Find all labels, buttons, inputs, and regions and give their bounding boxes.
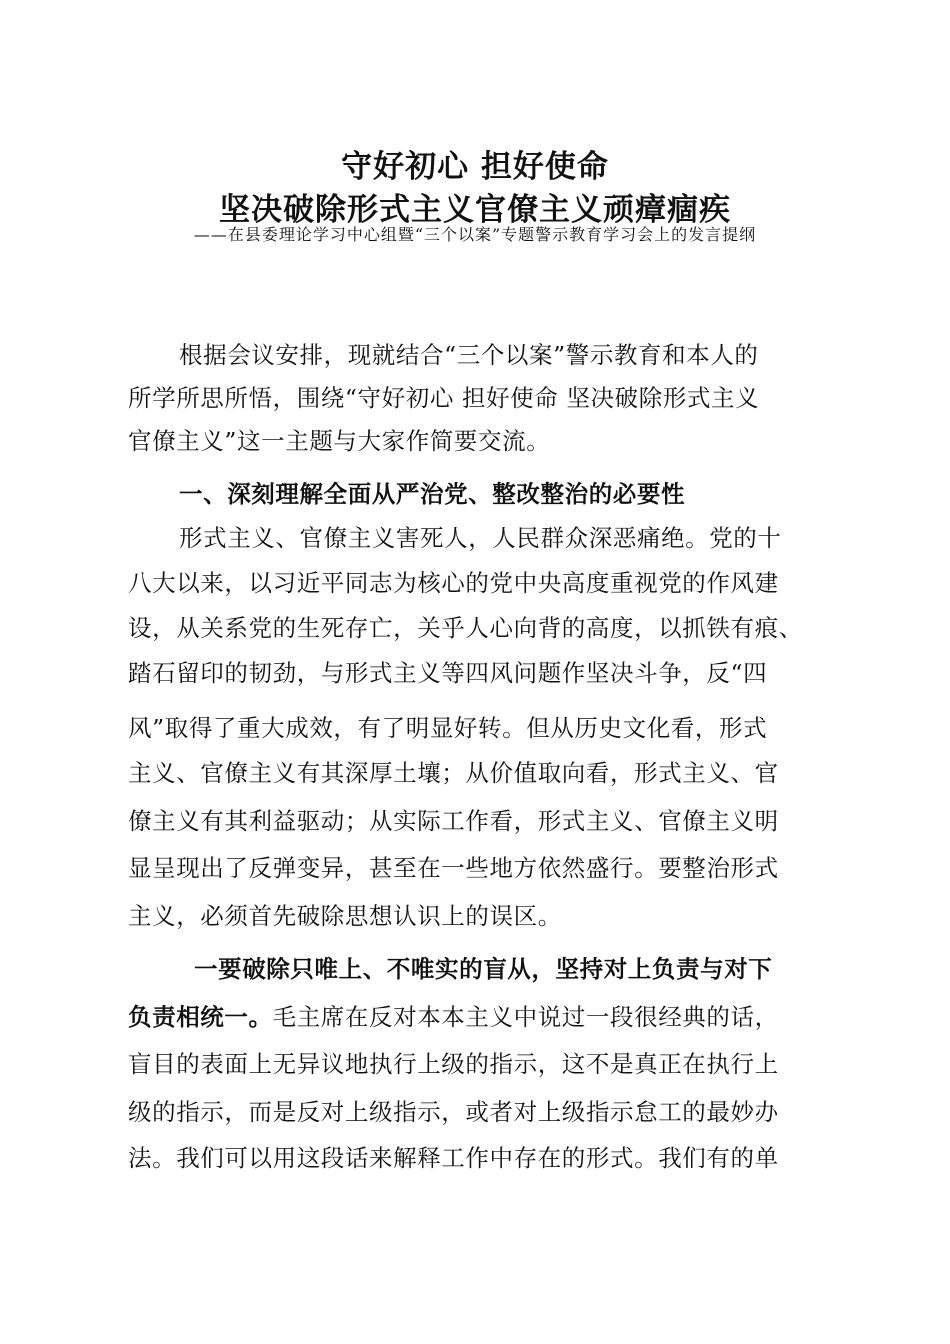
point-line <box>128 1002 828 1032</box>
paragraph-line: 踏石留印的韧劲，与形式主义等四风问题作坚决斗争，反“四 <box>128 659 768 687</box>
paragraph-line: 设，从关系党的生死存亡，关乎人心向背的高度，以抓铁有痕、 <box>128 614 803 642</box>
paragraph-line: 风”取得了重大成效，有了明显好转。但从历史文化看，形式 <box>128 714 768 742</box>
point-heading-tail: 负责相统一。 <box>128 1003 273 1031</box>
document-title-line-2: 坚决破除形式主义官僚主义顽瘴痼疾 <box>219 192 731 228</box>
paragraph-line: 僚主义有其利益驱动；从实际工作看，形式主义、官僚主义明 <box>128 807 779 835</box>
paragraph-line: 级的指示，而是反对上级指示，或者对上级指示怠工的最妙办 <box>128 1098 779 1126</box>
paragraph-line: 法。我们可以用这段话来解释工作中存在的形式。我们有的单 <box>128 1144 779 1172</box>
point-heading-text: 一要破除只唯上、不唯实的盲从，坚持对上负责与对下 <box>194 955 773 983</box>
intro-line: 所学所思所悟，围绕“守好初心 担好使命 坚决破除形式主义 <box>128 384 760 412</box>
document-subtitle: ——在县委理论学习中心组暨“三个以案”专题警示教育学习会上的发言提纲 <box>193 225 757 244</box>
intro-line: 官僚主义”这一主题与大家作简要交流。 <box>128 427 551 455</box>
point-heading-line <box>194 954 894 984</box>
document-title-line-1: 守好初心 担好使命 <box>341 149 609 185</box>
paragraph-line: 主义、官僚主义有其深厚土壤；从价值取向看，形式主义、官 <box>128 759 779 787</box>
paragraph-line: 盲目的表面上无异议地执行上级的指示，这不是真正在执行上 <box>128 1050 779 1078</box>
paragraph-line: 八大以来，以习近平同志为核心的党中央高度重视党的作风建 <box>128 569 779 597</box>
paragraph-line: 形式主义、官僚主义害死人，人民群众深恶痛绝。党的十 <box>179 524 782 552</box>
paragraph-line: 显呈现出了反弹变异，甚至在一些地方依然盛行。要整治形式 <box>128 854 779 882</box>
section-heading: 一、深刻理解全面从严治党、整改整治的必要性 <box>179 480 686 508</box>
intro-line: 根据会议安排，现就结合“三个以案”警示教育和本人的 <box>179 341 759 369</box>
point-body-text: 毛主席在反对本本主义中说过一段很经典的话， <box>272 1003 779 1031</box>
paragraph-line: 主义，必须首先破除思想认识上的误区。 <box>128 902 562 930</box>
